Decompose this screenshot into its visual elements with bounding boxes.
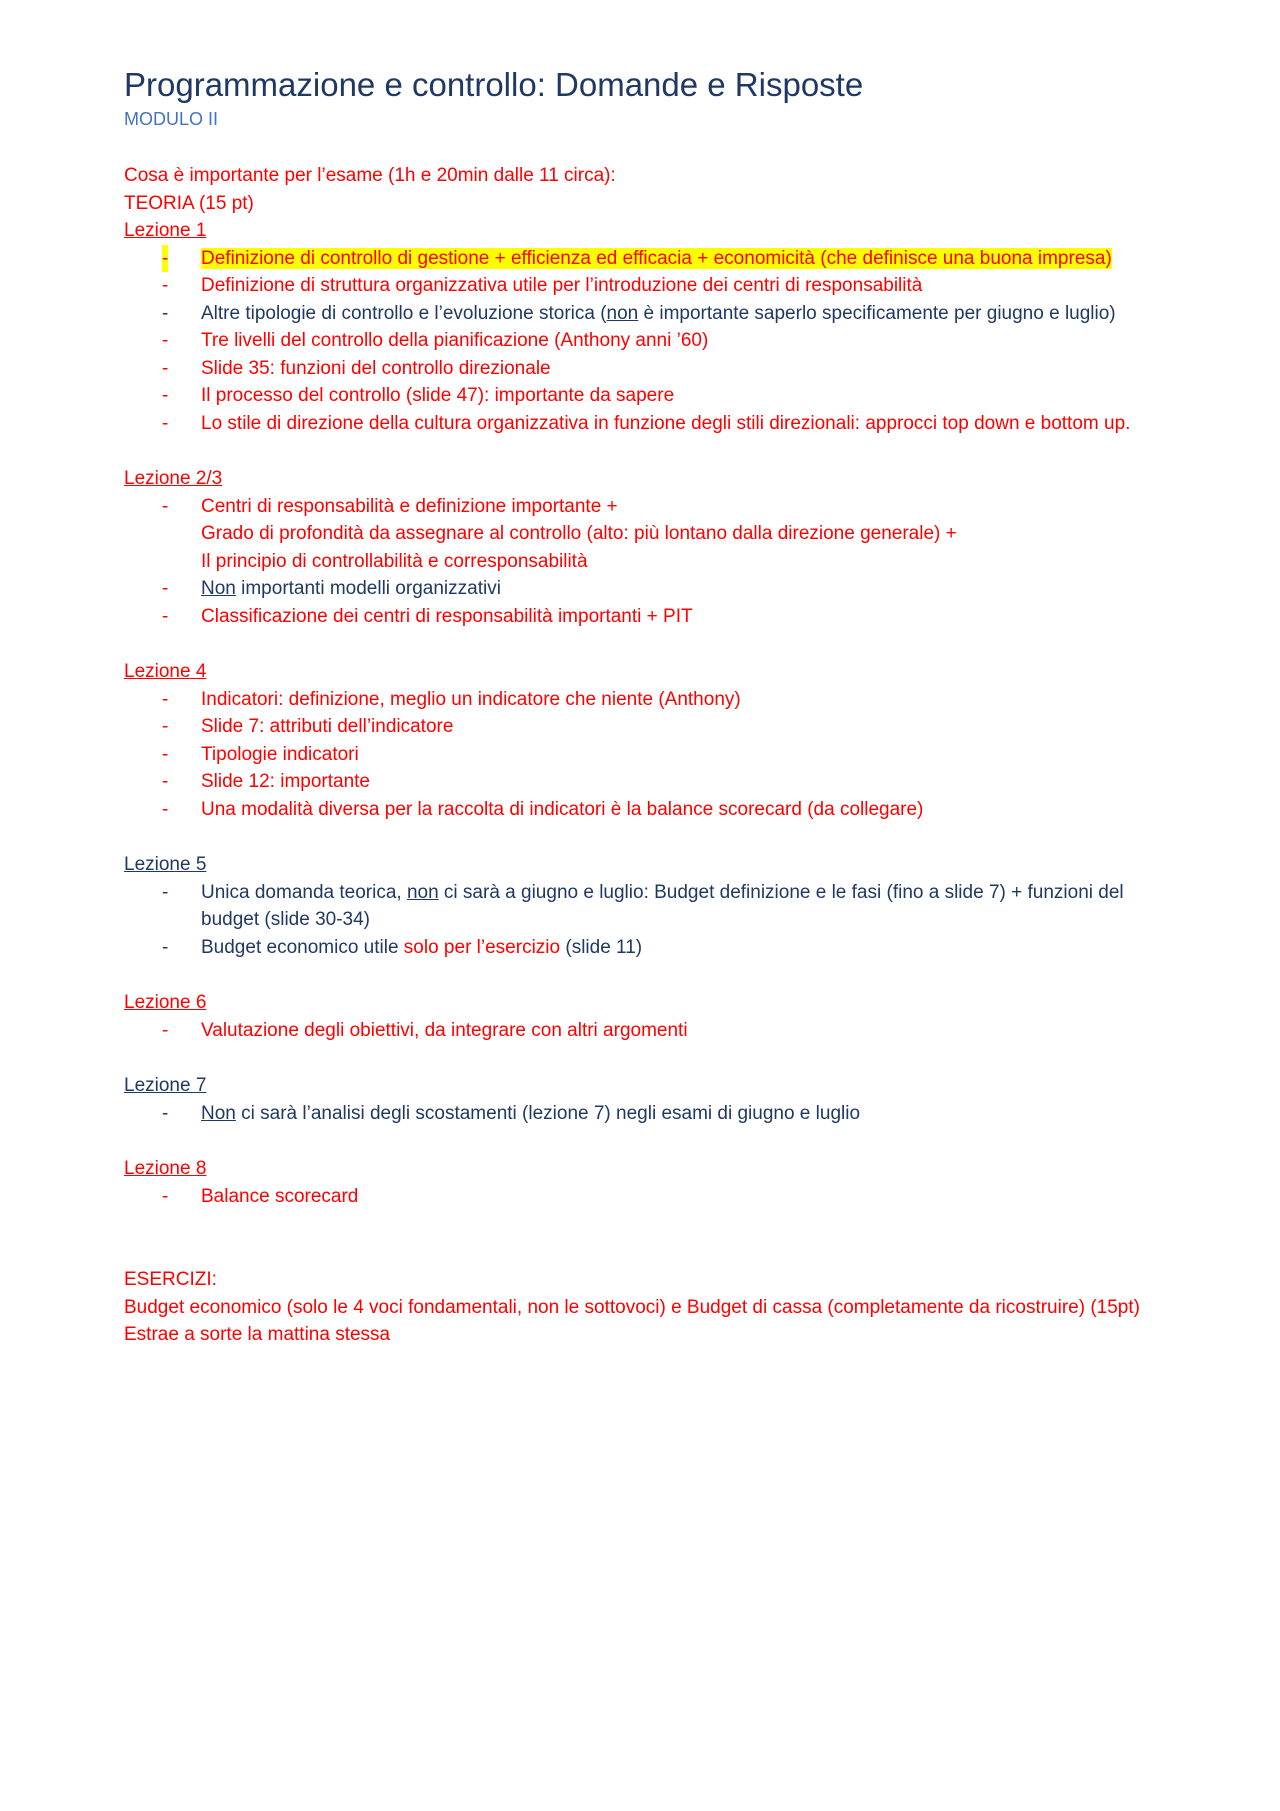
list-item: - Valutazione degli obiettivi, da integrare con altri argomenti: [124, 1017, 1160, 1045]
list-item: - Slide 12: importante: [124, 768, 1160, 796]
bullet-dash: -: [162, 881, 169, 903]
spacer: [124, 437, 1160, 465]
bullet-dash: -: [162, 412, 169, 434]
lezione-7-list: [124, 1100, 1160, 1128]
lezione-6-heading: Lezione 6: [124, 992, 207, 1013]
lezione-1-heading: Lezione 1: [124, 220, 207, 241]
bullet-dash: -: [162, 245, 168, 273]
document-body: [124, 162, 1160, 1349]
list-item: - Budget economico utile solo per l’esercizio (slide 11): [124, 934, 1160, 962]
list-item: - Tipologie indicatori: [124, 741, 1160, 769]
lezione-8-list: [124, 1183, 1160, 1211]
spacer: [124, 630, 1160, 658]
spacer: [124, 961, 1160, 989]
bullet-dash: -: [162, 357, 169, 379]
intro-line: Cosa è importante per l’esame (1h e 20min dalle 11 circa):: [124, 165, 616, 186]
lezione-2-3-heading: Lezione 2/3: [124, 468, 223, 489]
bullet-dash: -: [162, 495, 169, 517]
lezione-7-heading: Lezione 7: [124, 1075, 207, 1096]
lezione-6-list: [124, 1017, 1160, 1045]
document-title: Programmazione e controllo: Domande e Risposte: [124, 66, 864, 103]
spacer: [124, 1210, 1160, 1266]
esercizi-heading: ESERCIZI:: [124, 1269, 217, 1290]
bullet-dash: -: [162, 275, 169, 296]
lezione-8-heading: Lezione 8: [124, 1158, 207, 1179]
list-item: - Lo stile di direzione della cultura organizzativa in funzione degli stili direzionali: approcci top down e bottom up.: [124, 410, 1160, 438]
bullet-dash: -: [162, 578, 169, 599]
list-item: - Tre livelli del controllo della pianificazione (Anthony anni ’60): [124, 327, 1160, 355]
bullet-dash: -: [162, 716, 169, 737]
lezione-5-list: [124, 879, 1160, 962]
list-item: - Non ci sarà l’analisi degli scostamenti (lezione 7) negli esami di giugno e luglio: [124, 1100, 1160, 1128]
bullet-dash: -: [162, 330, 169, 351]
list-item: - Non importanti modelli organizzativi: [124, 575, 1160, 603]
list-item: - Definizione di controllo di gestione + efficienza ed efficacia + economicità (che definisce una buona impresa): [124, 245, 1160, 273]
list-item: - Altre tipologie di controllo e l’evoluzione storica (non è importante saperlo specificamente per giugno e luglio): [124, 300, 1160, 328]
bullet-dash: -: [162, 1019, 169, 1041]
teoria-line: TEORIA (15 pt): [124, 192, 254, 214]
list-item: - Unica domanda teorica, non ci sarà a giugno e luglio: Budget definizione e le fasi (fino a slide 7) + funzioni del budget (slide 30-34): [124, 879, 1160, 934]
spacer: [124, 1127, 1160, 1155]
bullet-dash: -: [162, 798, 169, 820]
list-item: - Definizione di struttura organizzativa utile per l’introduzione dei centri di responsabilità: [124, 272, 1160, 300]
document-subtitle: MODULO II: [124, 109, 219, 129]
bullet-dash: -: [162, 688, 169, 710]
list-item: - Indicatori: definizione, meglio un indicatore che niente (Anthony): [124, 686, 1160, 714]
esercizi-line: Budget economico (solo le 4 voci fondamentali, non le sottovoci) e Budget di cassa (completamente da ricostruire) (15pt): [124, 1296, 1140, 1318]
list-item: - Centri di responsabilità e definizione importante + Grado di profondità da assegnare al controllo (alto: più lontano dalla direzione generale) + Il principio di controllabilità e corresponsabilità: [124, 493, 1160, 576]
bullet-dash: -: [162, 771, 169, 792]
lezione-1-list: [124, 245, 1160, 438]
list-item: - Slide 7: attributi dell’indicatore: [124, 713, 1160, 741]
spacer: [124, 823, 1160, 851]
esercizi-note: Estrae a sorte la mattina stessa: [124, 1324, 391, 1345]
bullet-dash: -: [162, 743, 169, 765]
list-item: - Classificazione dei centri di responsabilità importanti + PIT: [124, 603, 1160, 631]
lezione-4-heading: Lezione 4: [124, 661, 207, 682]
lezione-5-heading: Lezione 5: [124, 854, 207, 875]
bullet-dash: -: [162, 605, 169, 627]
list-item: - Slide 35: funzioni del controllo direzionale: [124, 355, 1160, 383]
bullet-dash: -: [162, 1102, 169, 1124]
lezione-2-3-list: [124, 493, 1160, 631]
bullet-dash: -: [162, 302, 169, 324]
list-item: - Balance scorecard: [124, 1183, 1160, 1211]
bullet-dash: -: [162, 936, 169, 958]
lezione-4-list: [124, 686, 1160, 824]
spacer: [124, 1044, 1160, 1072]
list-item: - Il processo del controllo (slide 47): importante da sapere: [124, 382, 1160, 410]
bullet-dash: -: [162, 1185, 169, 1207]
list-item: - Una modalità diversa per la raccolta di indicatori è la balance scorecard (da collegare): [124, 796, 1160, 824]
bullet-dash: -: [162, 385, 169, 406]
